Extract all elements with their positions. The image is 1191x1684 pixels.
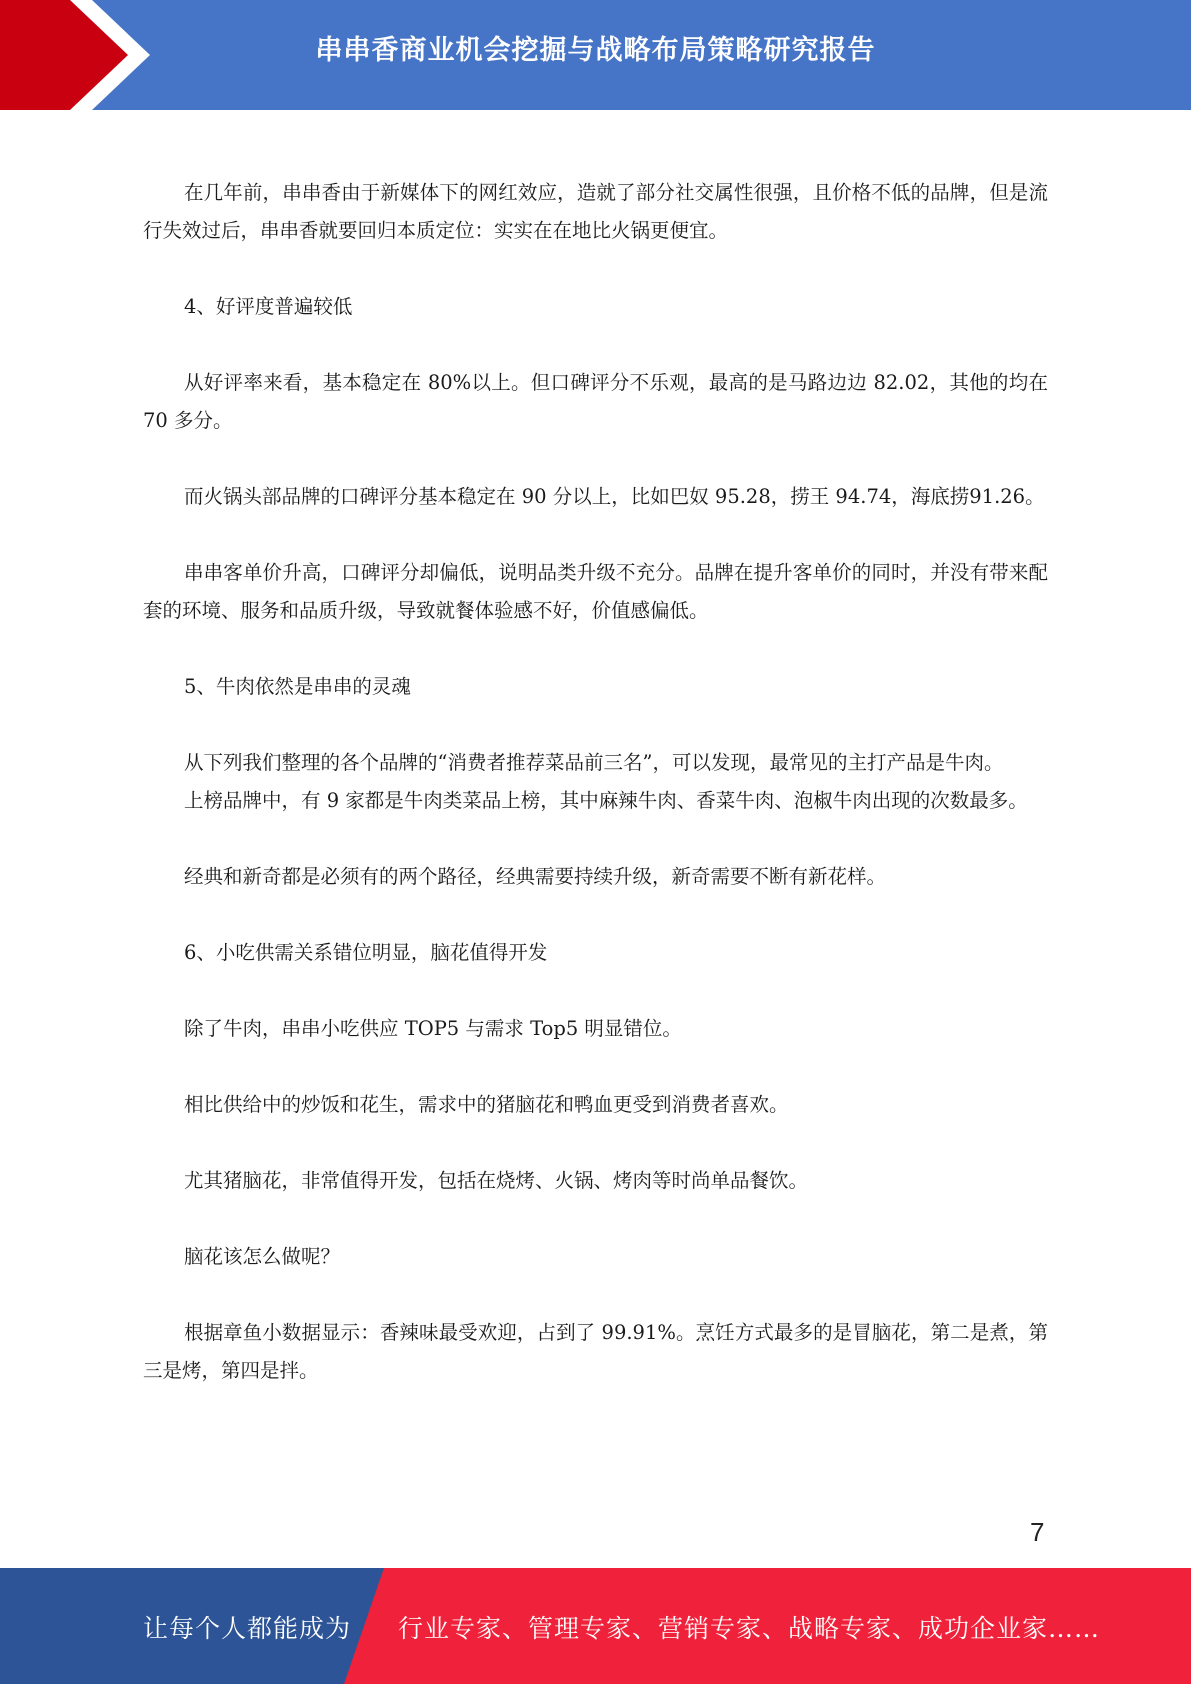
paragraph: 经典和新奇都是必须有的两个路径，经典需要持续升级，新奇需要不断有新花样。 xyxy=(184,865,887,888)
paragraph: 脑花该怎么做呢？ xyxy=(184,1245,341,1268)
page-number: 7 xyxy=(1030,1517,1045,1547)
paragraph: 从好评率来看，基本稳定在 80%以上。但口碑评分不乐观，最高的是马路边边 82.02，其他的均在 70 多分。 xyxy=(143,371,1048,432)
paragraph: 相比供给中的炒饭和花生，需求中的猪脑花和鸭血更受到消费者喜欢。 xyxy=(184,1093,789,1116)
paragraph: 从下列我们整理的各个品牌的“消费者推荐菜品前三名”，可以发现，最常见的主打产品是牛肉。 xyxy=(184,751,1004,774)
page-header xyxy=(0,0,1191,110)
page-footer xyxy=(0,1568,1191,1684)
section-heading: 6、小吃供需关系错位明显，脑花值得开发 xyxy=(184,941,548,964)
paragraph: 除了牛肉，串串小吃供应 TOP5 与需求 Top5 明显错位。 xyxy=(184,1017,682,1040)
paragraph: 尤其猪脑花，非常值得开发，包括在烧烤、火锅、烤肉等时尚单品餐饮。 xyxy=(184,1169,809,1192)
footer-slogan-left: 让每个人都能成为 xyxy=(143,1614,352,1643)
report-title: 串串香商业机会挖掘与战略布局策略研究报告 xyxy=(315,35,876,66)
paragraph: 而火锅头部品牌的口碑评分基本稳定在 90 分以上，比如巴奴 95.28，捞王 94.74，海底捞91.26。 xyxy=(184,485,1045,508)
paragraph: 根据章鱼小数据显示：香辣味最受欢迎，占到了 99.91%。烹饪方式最多的是冒脑花，第二是煮，第三是烤，第四是拌。 xyxy=(143,1321,1048,1382)
paragraph: 串串客单价升高，口碑评分却偏低，说明品类升级不充分。品牌在提升客单价的同时，并没有带来配套的环境、服务和品质升级，导致就餐体验感不好，价值感偏低。 xyxy=(143,561,1048,622)
paragraph: 在几年前，串串香由于新媒体下的网红效应，造就了部分社交属性很强，且价格不低的品牌，但是流行失效过后，串串香就要回归本质定位：实实在在地比火锅更便宜。 xyxy=(143,181,1048,242)
body-text xyxy=(143,174,1048,1390)
paragraph: 上榜品牌中，有 9 家都是牛肉类菜品上榜，其中麻辣牛肉、香菜牛肉、泡椒牛肉出现的次数最多。 xyxy=(184,789,1028,812)
section-heading: 5、牛肉依然是串串的灵魂 xyxy=(184,675,411,698)
section-heading: 4、好评度普遍较低 xyxy=(184,295,353,318)
footer-slogan-right: 行业专家、管理专家、营销专家、战略专家、成功企业家…… xyxy=(398,1614,1101,1643)
